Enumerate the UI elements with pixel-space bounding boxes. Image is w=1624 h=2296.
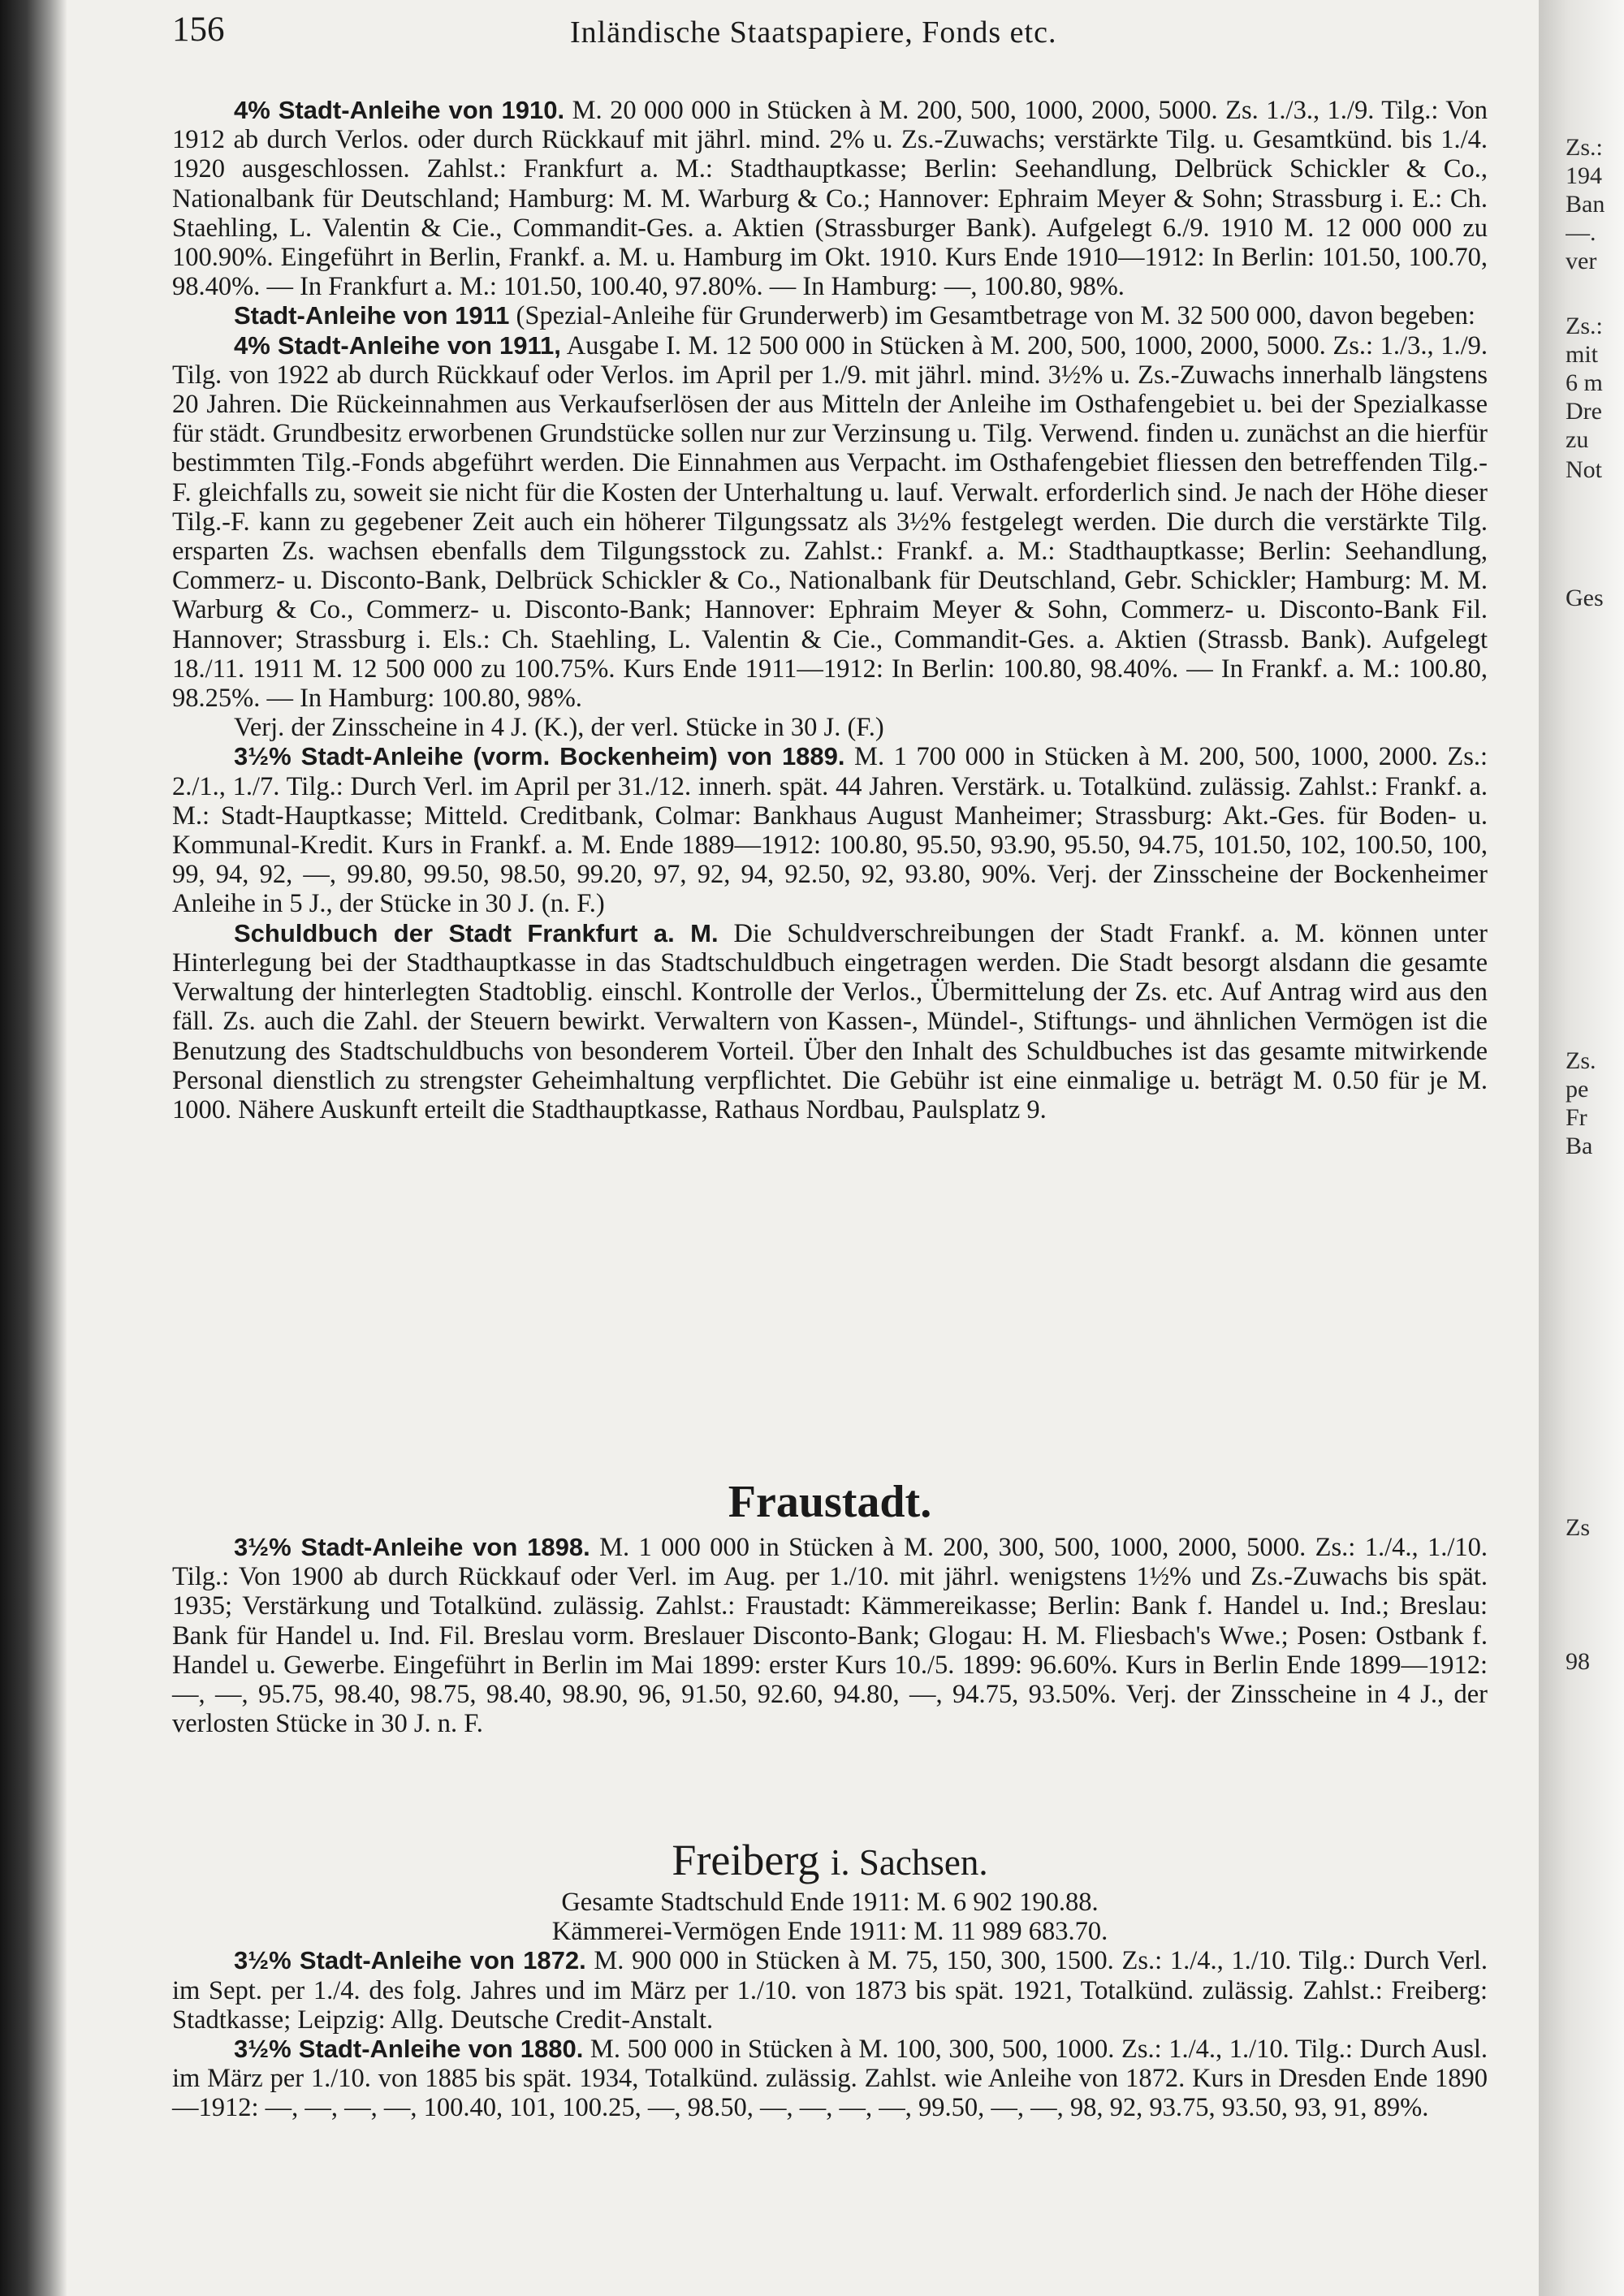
entry-bockenheim-1889 — [172, 742, 1488, 918]
entry-freiberg-1880 — [172, 2035, 1488, 2123]
margin-fragment: —. — [1566, 219, 1596, 246]
page-number: 156 — [172, 11, 225, 49]
freiberg-section — [172, 1835, 1488, 2123]
margin-fragment: Zs.: — [1566, 134, 1603, 161]
assets-line: Kämmerei-Vermögen Ende 1911: M. 11 989 683.70. — [551, 1917, 1108, 1947]
city-heading-main: Freiberg — [672, 1836, 820, 1884]
entry-title: 3½% Stadt-Anleihe von 1898. — [234, 1533, 590, 1561]
city-heading — [172, 1835, 1488, 1888]
margin-fragment: 98 — [1566, 1648, 1590, 1675]
margin-fragment: Zs. — [1566, 1047, 1596, 1074]
entry-title: 3½% Stadt-Anleihe (vorm. Bockenheim) von 1889. — [234, 742, 845, 771]
entry-stadt-anleihe-1911-overview — [172, 301, 1488, 330]
entry-text: Verj. der Zinsscheine in 4 J. (K.), der verl. Stücke in 30 J. (F.) — [234, 713, 884, 743]
entry-text: M. 900 000 in Stücken à M. 75, 150, 300, 1500. Zs.: 1./4., 1./10. Tilg.: Durch Verl. im Sept. per 1./4. des folg. Jahres und im März per 1./10. von 1873 bis spät. 1921, Totalkünd. zulässig. Zahlst.: Freiberg: Stadtkasse; Leipzig: Allg. Deutsche Credit-Anstalt. — [172, 1946, 1488, 2035]
entry-text: M. 500 000 in Stücken à M. 100, 300, 500, 1000. Zs.: 1./4., 1./10. Tilg.: Durch Ausl. im März per 1./10. von 1885 bis spät. 1934, Totalkünd. zulässig. Zahlst. wie Anleihe von 1872. Kurs in Dresden Ende 1890—1912: —, —, —, —, 100.40, 101, 100.25, —, 98.50, —, —, —, —, 99.50, —, —, 98, 92, 93.75, 93.50, 93, 91, 89%. — [172, 2035, 1488, 2123]
running-header — [172, 10, 1496, 55]
entry-text: Ausgabe I. M. 12 500 000 in Stücken à M. 200, 500, 1000, 2000, 5000. Zs.: 1./3., 1./9. Tilg. von 1922 ab durch Rückkauf oder Verlos. im April per 1./9. mit jährl. mind. 3½% u. Zs.-Zuwachs innerhalb längstens 20 Jahren. Die Rückeinnahmen aus Verkaufserlösen der aus Mitteln der Anleihe im Osthafengebiet u. bei der Spezialkasse für städt. Grundbesitz erworbenen Grundstücke sollen nur zur Verzinsung u. Tilg. Verwend. finden u. zunächst an die hierfür bestimmten Tilg.-Fonds abgeführt werden. Die Einnahmen aus Verpacht. im Osthafengebiet fliessen den betreffenden Tilg.-F. gleichfalls zu, soweit sie nicht für die Kosten der Unterhaltung u. lauf. Verwalt. erforderlich sind. Je nach der Höhe dieser Tilg.-F. kann zu gegebener Zeit auch ein höherer Tilgungssatz als 3½% festgelegt werden. Die durch die verstärkte Tilg. ersparten Zs. wachsen ebenfalls dem Tilgungsstock zu. Zahlst.: Frankf. a. M.: Stadthauptkasse; Berlin: Seehandlung, Commerz- u. Disconto-Bank, Delbrück Schickler & Co., Nationalbank für Deutschland, Gebr. Schickler; Hamburg: M. M. Warburg & Co., Commerz- u. Disconto-Bank; Hannover: Ephraim Meyer & Sohn, Commerz- u. Disconto-Bank Fil. Hannover; Strassburg i. Els.: Ch. Staehling, L. Valentin & Cie., Commandit-Ges. a. Aktien (Strassb. Bank). Aufgelegt 18./11. 1911 M. 12 500 000 zu 100.75%. Kurs Ende 1911—1912: In Berlin: 100.80, 98.40%. — In Frankf. a. M.: 100.80, 98.25%. — In Hamburg: 100.80, 98%. — [172, 330, 1488, 714]
margin-fragment: zu — [1566, 426, 1589, 453]
entry-text: M. 1 700 000 in Stücken à M. 200, 500, 1000, 2000. Zs.: 2./1., 1./7. Tilg.: Durch Verl. im April per 31./12. innerh. spät. 44 Jahren. Verstärk. u. Totalkünd. zulässig. Zahlst.: Frankf. a. M.: Stadt-Hauptkasse; Mitteld. Creditbank, Colmar: Bankhaus August Manheimer; Strassburg: Akt.-Ges. für Boden- u. Kommunal-Kredit. Kurs in Frankf. a. M. Ende 1889—1912: 100.80, 95.50, 93.90, 95.50, 94.75, 101.50, 102, 100.50, 100, 99, 94, 92, —, 99.80, 99.50, 98.50, 99.20, 97, 92, 94, 92.50, 92, 93.80, 90%. Verj. der Zinsscheine der Bockenheimer Anleihe in 5 J., der Stücke in 30 J. (n. F.) — [172, 742, 1488, 919]
entry-schuldbuch — [172, 919, 1488, 1124]
total-debt-line: Gesamte Stadtschuld Ende 1911: M. 6 902 190.88. — [561, 1888, 1099, 1917]
frankfurt-section — [172, 96, 1488, 1124]
city-heading-sub: i. Sachsen. — [830, 1842, 988, 1883]
entry-title: 4% Stadt-Anleihe von 1910. — [234, 96, 565, 124]
margin-fragment: Not — [1566, 456, 1602, 483]
margin-fragment: Zs — [1566, 1514, 1590, 1541]
verjaehrung-note — [172, 713, 1488, 742]
entry-title: 3½% Stadt-Anleihe von 1872. — [234, 1946, 586, 1975]
margin-fragment: pe — [1566, 1076, 1589, 1103]
entry-title: 4% Stadt-Anleihe von 1911, — [234, 330, 561, 360]
entry-text: (Spezial-Anleihe für Grunderwerb) im Gesamtbetrage von M. 32 500 000, davon begeben: — [516, 301, 1475, 331]
margin-fragment: ver — [1566, 248, 1597, 274]
margin-fragment: Fr — [1566, 1104, 1587, 1131]
fraustadt-section — [172, 1476, 1488, 1738]
margin-fragment: Ba — [1566, 1133, 1593, 1159]
entry-text: M. 20 000 000 in Stücken à M. 200, 500, 1000, 2000, 5000. Zs. 1./3., 1./9. Tilg.: Von 1912 ab durch Verlos. oder durch Rückkauf mit jährl. mind. 2% u. Zs.-Zuwachs; verstärkte Tilg. u. Gesamtkünd. bis 1./4. 1920 ausgeschlossen. Zahlst.: Frankfurt a. M.: Stadthauptkasse; Berlin: Seehandlung, Delbrück Schickler & Co., Nationalbank für Deutschland; Hamburg: M. M. Warburg & Co.; Hannover: Ephraim Meyer & Sohn; Strassburg i. E.: Ch. Staehling, L. Valentin & Cie., Commandit-Ges. a. Aktien (Strassburger Bank). Aufgelegt 6./9. 1910 M. 12 000 000 zu 100.90%. Eingeführt in Berlin, Frankf. a. M. u. Hamburg im Okt. 1910. Kurs Ende 1910—1912: In Berlin: 101.50, 100.70, 98.40%. — In Frankfurt a. M.: 101.50, 100.40, 97.80%. — In Hamburg: —, 100.80, 98%. — [172, 96, 1488, 302]
entry-title: 3½% Stadt-Anleihe von 1880. — [234, 2035, 584, 2064]
margin-fragment: mit — [1566, 341, 1599, 368]
entry-text: Die Schuldverschreibungen der Stadt Frankf. a. M. können unter Hinterlegung bei der Stadthauptkasse in das Stadtschuldbuch eingetragen werden. Die Stadt besorgt alsdann die gesamte Verwaltung der hinterlegten Stadtoblig. einschl. Kontrolle der Verlos., Übermittelung der Zs. etc. Auf Antrag wird aus den fäll. Zs. auch die Zahl. der Steuern bewirkt. Verwaltern von Kassen-, Mündel-, Stiftungs- und ähnlichen Vermögen ist die Benutzung des Stadtschuldbuchs von besonderem Vorteil. Über den Inhalt des Schuldbuches ist das gesamte mitwirkende Personal dienstlich zu strengster Geheimhaltung verpflichtet. Die Gebühr ist eine einmalige u. beträgt M. 0.50 für je M. 1000. Nähere Auskunft erteilt die Stadthauptkasse, Rathaus Nordbau, Paulsplatz 9. — [172, 918, 1488, 1124]
entry-stadt-anleihe-1911-ausgabe-1 — [172, 331, 1488, 714]
entry-title: Stadt-Anleihe von 1911 — [234, 301, 510, 330]
margin-fragment: Dre — [1566, 398, 1602, 425]
margin-fragment: Ban — [1566, 191, 1605, 218]
entry-freiberg-1872 — [172, 1946, 1488, 2035]
entry-fraustadt-1898 — [172, 1533, 1488, 1738]
city-heading: Fraustadt. — [728, 1477, 932, 1527]
entry-title: Schuldbuch der Stadt Frankfurt a. M. — [234, 918, 719, 947]
running-title: Inländische Staatspapiere, Fonds etc. — [570, 15, 1057, 50]
entry-text: M. 1 000 000 in Stücken à M. 200, 300, 500, 1000, 2000, 5000. Zs.: 1./4., 1./10. Tilg.: Von 1900 ab durch Rückkauf oder Verl. im Aug. per 1./10. mit jährl. wenigstens 1½% und Zs.-Zuwachs bis spät. 1935; Verstärkung und Totalkünd. zulässig. Zahlst.: Fraustadt: Kämmereikasse; Berlin: Bank f. Handel u. Ind.; Breslau: Bank für Handel u. Ind. Fil. Breslau vorm. Breslauer Disconto-Bank; Glogau: H. M. Fliesbach's Wwe.; Posen: Ostbank f. Handel u. Gewerbe. Eingeführt in Berlin im Mai 1899: erster Kurs 10./5. 1899: 96.60%. Kurs in Berlin Ende 1899—1912: —, —, 95.75, 98.40, 98.75, 98.40, 98.90, 96, 91.50, 92.60, 94.80, —, 94.75, 93.50%. Verj. der Zinsscheine in 4 J., der verlosten Stücke in 30 J. n. F. — [172, 1533, 1488, 1739]
margin-fragment: Zs.: — [1566, 313, 1603, 339]
book-spine-shadow — [0, 0, 67, 2296]
entry-stadt-anleihe-1910 — [172, 96, 1488, 301]
margin-fragment: Ges — [1566, 585, 1604, 611]
margin-fragment: 6 m — [1566, 369, 1603, 396]
margin-fragment: 194 — [1566, 162, 1602, 189]
